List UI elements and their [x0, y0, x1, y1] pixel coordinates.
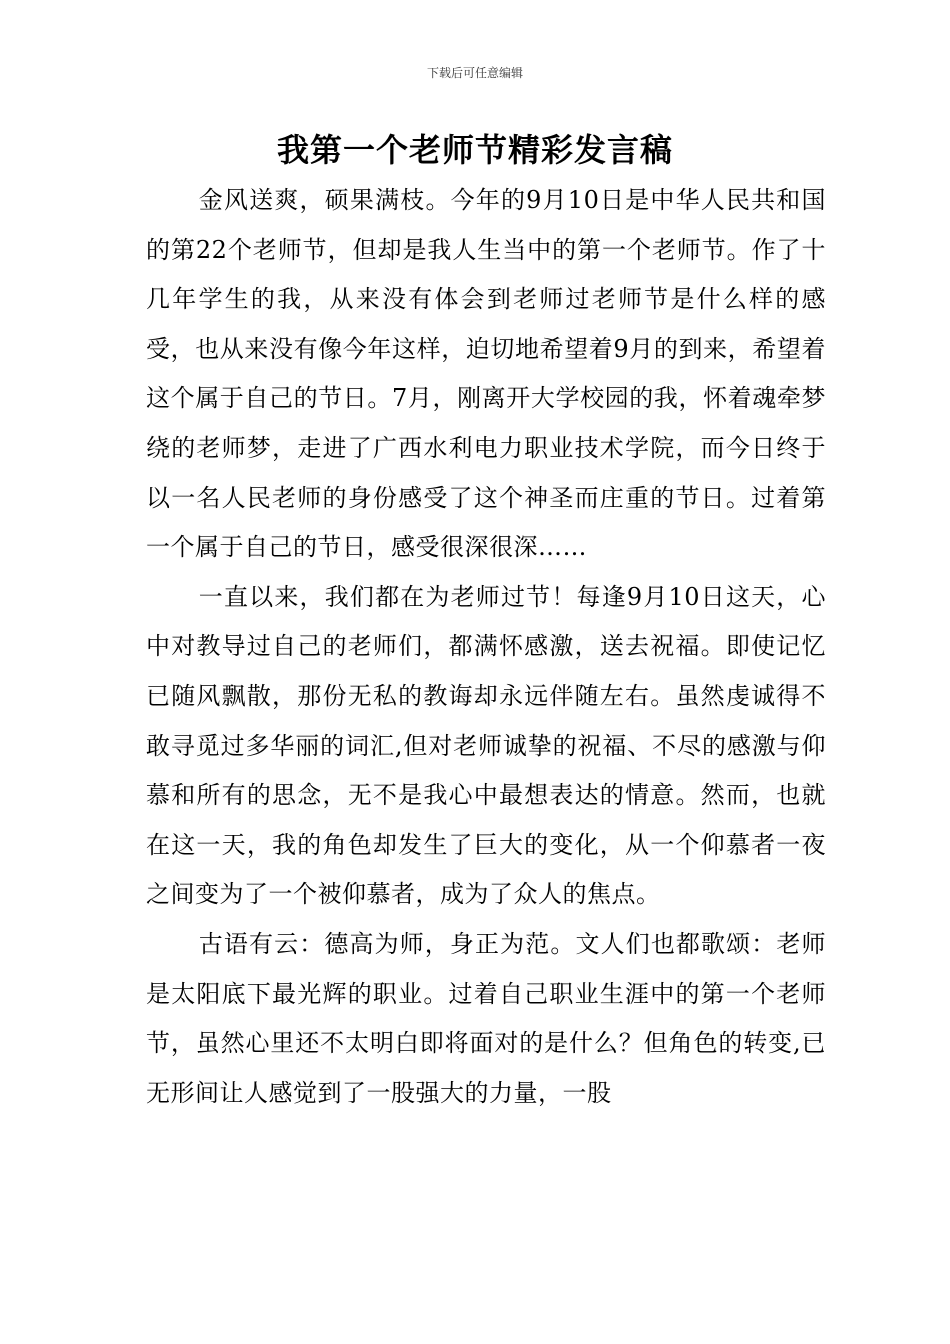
header-note: 下载后可任意编辑 [426, 66, 523, 80]
paragraph-2: 一直以来，我们都在为老师过节！每逢9月10日这天，心中对教导过自己的老师们，都满怀感激，送去祝福。即使记忆已随风飘散，那份无私的教诲却永远伴随左右。虽然虔诚得不敢寻觅过多华丽的词汇,但对老师诚挚的祝福、不尽的感激与仰慕和所有的思念，无不是我心中最想表达的情意。然而，也就在这一天，我的角色却发生了巨大的变化，从一个仰慕者一夜之间变为了一个被仰慕者，成为了众人的焦点。 [146, 582, 826, 909]
paragraph-3: 古语有云：德高为师，身正为范。文人们也都歌颂：老师是太阳底下最光辉的职业。过着自己职业生涯中的第一个老师节，虽然心里还不太明白即将面对的是什么？但角色的转变,已无形间让人感觉到了一股强大的力量，一股 [146, 929, 826, 1107]
document-body [146, 176, 826, 1118]
document-title: 我第一个老师节精彩发言稿 [276, 131, 673, 169]
paragraph-1: 金风送爽，硕果满枝。今年的9月10日是中华人民共和国的第22个老师节，但却是我人生当中的第一个老师节。作了十几年学生的我，从来没有体会到老师过老师节是什么样的感受，也从来没有像今年这样，迫切地希望着9月的到来，希望着这个属于自己的节日。7月，刚离开大学校园的我，怀着魂牵梦绕的老师梦，走进了广西水利电力职业技术学院，而今日终于以一名人民老师的身份感受了这个神圣而庄重的节日。过着第一个属于自己的节日，感受很深很深…… [146, 186, 826, 562]
